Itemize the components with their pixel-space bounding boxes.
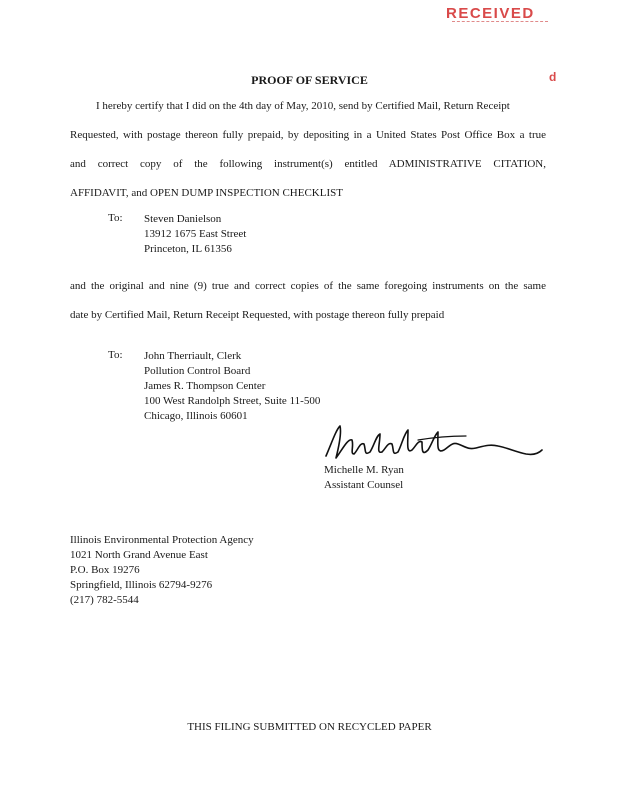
agency-street: 1021 North Grand Avenue East	[70, 549, 208, 561]
stamp-corner-mark: d	[549, 70, 557, 84]
recipient-1-to-label: To:	[108, 212, 123, 224]
recipient-2-city: Chicago, Illinois 60601	[144, 410, 248, 422]
paragraph-2-line-1: and the original and nine (9) true and correct copies of the same foregoing instruments on the same	[70, 280, 546, 292]
recipient-2-building: James R. Thompson Center	[144, 380, 266, 392]
signatory-name: Michelle M. Ryan	[324, 464, 404, 476]
recipient-2-name: John Therriault, Clerk	[144, 350, 242, 362]
paragraph-1-line-4: AFFIDAVIT, and OPEN DUMP INSPECTION CHECKLIST	[70, 187, 343, 199]
signatory-title: Assistant Counsel	[324, 479, 404, 491]
signatory-block	[324, 463, 404, 493]
recipient-1-city: Princeton, IL 61356	[144, 243, 232, 255]
agency-po-box: P.O. Box 19276	[70, 564, 140, 576]
agency-phone: (217) 782-5544	[70, 594, 139, 606]
received-stamp: RECEIVED	[446, 5, 535, 22]
recipient-2-address	[144, 349, 320, 424]
recipient-2-organization: Pollution Control Board	[144, 365, 251, 377]
recipient-2-to-label: To:	[108, 349, 123, 361]
recycled-paper-footer: THIS FILING SUBMITTED ON RECYCLED PAPER	[187, 721, 432, 733]
paragraph-1-line-2: Requested, with postage thereon fully prepaid, by depositing in a United States Post Office Box a true	[70, 129, 546, 141]
agency-city: Springfield, Illinois 62794-9276	[70, 579, 213, 591]
recipient-1-address	[144, 212, 246, 257]
paragraph-1-line-1: I hereby certify that I did on the 4th day of May, 2010, send by Certified Mail, Return Receipt	[96, 100, 510, 112]
recipient-1-name: Steven Danielson	[144, 213, 222, 225]
document-title: PROOF OF SERVICE	[251, 73, 368, 87]
recipient-1-street: 13912 1675 East Street	[144, 228, 247, 240]
agency-name: Illinois Environmental Protection Agency	[70, 534, 254, 546]
paragraph-2-line-2: date by Certified Mail, Return Receipt Requested, with postage thereon fully prepaid	[70, 309, 445, 321]
recipient-2-street: 100 West Randolph Street, Suite 11-500	[144, 395, 321, 407]
received-stamp-underline	[452, 21, 548, 25]
agency-address	[70, 533, 254, 608]
paragraph-1-line-3: and correct copy of the following instrument(s) entitled ADMINISTRATIVE CITATION,	[70, 158, 546, 170]
